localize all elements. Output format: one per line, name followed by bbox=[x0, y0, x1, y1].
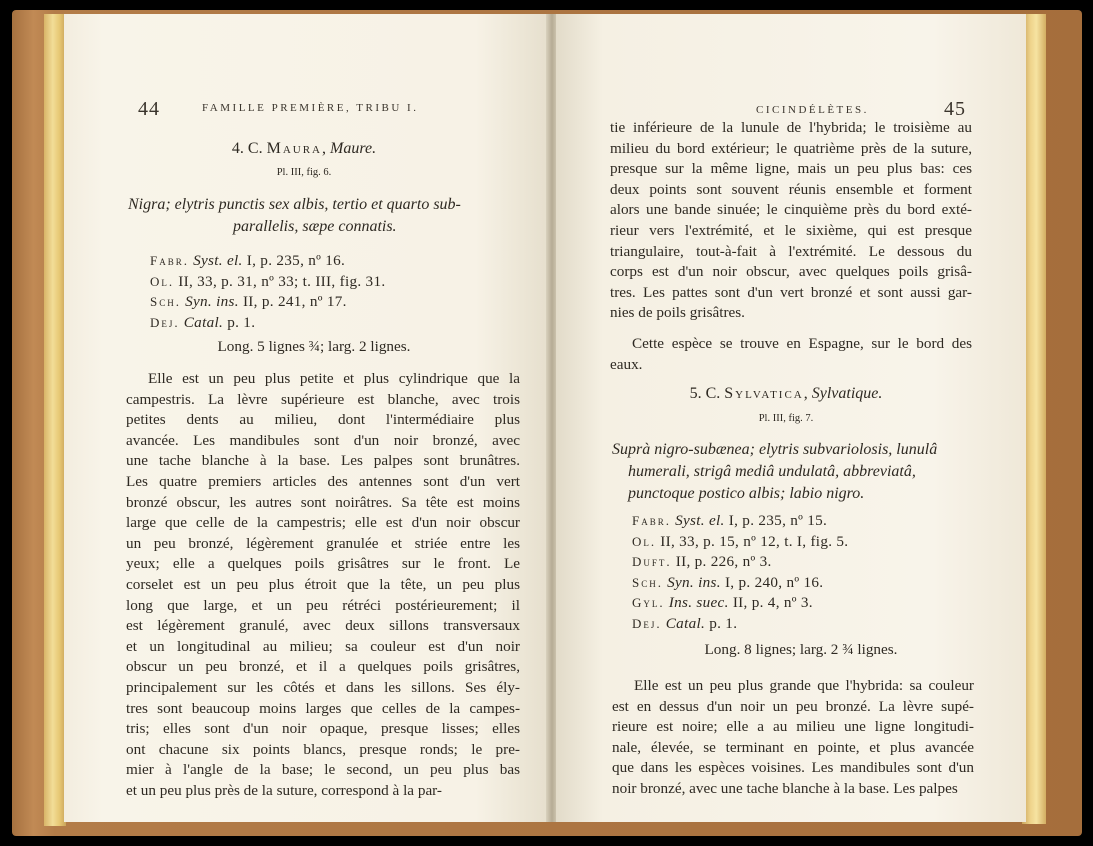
reference-work: Syn. ins. bbox=[185, 293, 239, 311]
text-line: est légèrement granulé, avec deux sillons transversaux bbox=[126, 617, 520, 635]
text-line: noir bronzé, avec une tache blanche à la base. Les palpes bbox=[612, 779, 958, 797]
reference-detail: I, p. 235, nº 16. bbox=[246, 252, 346, 269]
reference-work: Ins. suec. bbox=[668, 594, 729, 612]
diagnosis-line: Suprà nigro-subænea; elytris subvariolosis, lunulâ bbox=[612, 441, 938, 458]
reference-entry bbox=[632, 552, 972, 573]
text-line: et un peu plus près de la suture, correspond à la par- bbox=[126, 781, 442, 799]
reference-author: Ol. bbox=[632, 533, 657, 549]
reference-author: Ol. bbox=[150, 273, 175, 289]
reference-detail: II, 33, p. 31, nº 33; t. III, fig. 31. bbox=[178, 272, 386, 290]
reference-author: Fabr. bbox=[632, 513, 671, 528]
description-text bbox=[610, 118, 972, 324]
left-page bbox=[64, 14, 548, 822]
reference-entry bbox=[632, 573, 972, 594]
text-line: obscur un peu bronzé, et il a quelques poils grisâtres, bbox=[126, 658, 520, 676]
text-line: est en dessus d'un noir un peu bronzé. La lèvre supé- bbox=[612, 697, 974, 715]
text-line: large que celle de la campestris; elle est d'un noir obscur bbox=[126, 514, 520, 532]
reference-detail: II, p. 241, nº 17. bbox=[242, 293, 347, 311]
species-latin-name: Maura bbox=[266, 140, 322, 157]
reference-author: Dej. bbox=[632, 615, 662, 631]
species-number: 4. C. bbox=[231, 140, 263, 157]
species-heading: 4. C. Maura, Maure. bbox=[231, 140, 377, 157]
reference-work: Syst. el. bbox=[675, 512, 725, 529]
reference-entry bbox=[150, 313, 510, 334]
reference-detail: I, p. 235, nº 15. bbox=[728, 512, 828, 529]
text-line: principalement sur les côtés et dans les sillons. Ses ély- bbox=[126, 678, 520, 696]
text-line: rieure est noire; elle a au milieu une ligne longitudi- bbox=[612, 718, 974, 736]
species-diagnosis bbox=[612, 439, 982, 505]
diagnosis-line: punctoque postico albis; labio nigro. bbox=[628, 485, 865, 502]
text-line: tie inférieure de la lunule de l'hybrida; le troisième au bbox=[610, 119, 972, 136]
text-line: Elle est un peu plus grande que l'hybrida: sa couleur bbox=[634, 677, 974, 694]
description-text bbox=[126, 369, 520, 801]
reference-detail: I, p. 240, nº 16. bbox=[724, 573, 824, 591]
text-line: bronzé obscur, les autres sont noirâtres. Sa tête est moins bbox=[126, 493, 520, 511]
reference-author: Gyl. bbox=[632, 595, 665, 611]
reference-detail: II, p. 4, nº 3. bbox=[732, 594, 813, 612]
text-line: un peu bronzé, légèrement granulée et striée entre les bbox=[126, 534, 520, 552]
species-number: 5. C. bbox=[689, 385, 721, 402]
reference-entry bbox=[632, 593, 972, 614]
reference-entry bbox=[632, 511, 972, 532]
page-number: 44 bbox=[138, 98, 160, 120]
species-latin-name: Sylvatica bbox=[724, 385, 804, 402]
text-line: corselet est un peu plus étroit que la tête, un peu plus bbox=[126, 575, 520, 593]
habitat-text bbox=[610, 334, 972, 375]
species-french-name: Sylvatique. bbox=[811, 385, 883, 402]
reference-entry bbox=[150, 272, 510, 293]
text-line: presque sur la même ligne, mais un peu plus bas: ces bbox=[610, 160, 972, 178]
species-french-name: Maure. bbox=[330, 140, 377, 157]
species-heading: 5. C. Sylvatica, Sylvatique. bbox=[689, 385, 883, 402]
plate-reference: Pl. III, fig. 6. bbox=[276, 167, 332, 178]
text-line: yeux; elle a quelques poils grisâtres sur le front. Le bbox=[126, 555, 520, 573]
text-line: corps est d'un noir obscur, avec quelques poils grisâ- bbox=[610, 263, 972, 281]
text-line: alors une bande sinuée; le cinquième près du bord exté- bbox=[610, 201, 972, 219]
text-line: tres. Les pattes sont d'un vert bronzé et sont aussi gar- bbox=[610, 283, 972, 301]
text-line: rieur vers l'extrémité, et le sixième, qui est presque bbox=[610, 221, 972, 239]
text-line: triangulaire, tout-à-fait à l'extrémité. Le dessous du bbox=[610, 242, 972, 260]
running-head: FAMILLE PREMIÈRE, TRIBU I. bbox=[202, 102, 419, 114]
text-line: campestris. La lèvre supérieure est blanche, avec trois bbox=[126, 390, 520, 408]
diagnosis-line: parallelis, sæpe connatis. bbox=[233, 218, 397, 235]
text-line: deux points sont souvent réunis ensemble et forment bbox=[610, 180, 972, 198]
left-page-edges bbox=[44, 14, 66, 826]
text-line: mier à l'angle de la base; le second, un peu plus bas bbox=[126, 761, 520, 779]
diagnosis-line: Nigra; elytris punctis sex albis, tertio et quarto sub- bbox=[128, 196, 461, 213]
right-page bbox=[556, 14, 1026, 822]
species-diagnosis bbox=[128, 194, 518, 238]
text-line: avancée. Les mandibules sont d'un noir bronzé, avec bbox=[126, 431, 520, 449]
text-line: long que large, et un peu rétréci postérieurement; il bbox=[126, 596, 520, 614]
text-line: eaux. bbox=[610, 355, 643, 373]
page-number: 45 bbox=[944, 98, 966, 120]
reference-author: Fabr. bbox=[150, 253, 189, 268]
reference-work: Catal. bbox=[665, 614, 706, 632]
plate-reference: Pl. III, fig. 7. bbox=[758, 413, 814, 424]
text-line: que dans les espèces voisines. Les mandibules sont d'un bbox=[612, 759, 974, 777]
bibliography-references bbox=[150, 251, 510, 333]
text-line: Les quatre premiers articles des antennes sont d'un vert bbox=[126, 472, 520, 490]
text-line: nale, élevée, se terminant en pointe, et plus avancée bbox=[612, 738, 974, 756]
text-line: tris; elles sont d'un noir opaque, presque lisses; elles bbox=[126, 720, 520, 738]
reference-detail: II, 33, p. 15, nº 12, t. I, fig. 5. bbox=[660, 532, 849, 550]
reference-author: Sch. bbox=[150, 294, 181, 310]
bibliography-references bbox=[632, 511, 972, 635]
reference-detail: II, p. 226, nº 3. bbox=[675, 553, 772, 571]
text-line: Cette espèce se trouve en Espagne, sur le bord des bbox=[632, 335, 972, 352]
reference-work: Catal. bbox=[183, 313, 224, 331]
reference-detail: p. 1. bbox=[227, 313, 256, 331]
reference-entry bbox=[150, 251, 510, 272]
measurements: Long. 5 lignes ¾; larg. 2 lignes. bbox=[217, 338, 411, 355]
text-line: tres sont beaucoup moins larges que celles de la campes- bbox=[126, 699, 520, 717]
reference-author: Duft. bbox=[632, 554, 672, 570]
text-line: milieu du bord extérieur; le quatrième près de la suture, bbox=[610, 139, 972, 157]
reference-detail: p. 1. bbox=[709, 614, 738, 632]
reference-entry bbox=[150, 292, 510, 313]
text-line: ont chacune six points blancs, presque ronds; le pre- bbox=[126, 740, 520, 758]
running-head: CICINDÉLÈTES. bbox=[756, 104, 869, 116]
measurements: Long. 8 lignes; larg. 2 ¾ lignes. bbox=[704, 641, 898, 658]
text-line: Elle est un peu plus petite et plus cylindrique que la bbox=[148, 370, 520, 387]
description-text bbox=[612, 676, 974, 800]
reference-entry bbox=[632, 614, 972, 635]
reference-author: Dej. bbox=[150, 314, 180, 330]
reference-work: Syn. ins. bbox=[667, 573, 721, 591]
text-line: nies de poils grisâtres. bbox=[610, 304, 745, 322]
text-line: une tache blanche à la base. Les palpes sont brunâtres. bbox=[126, 452, 520, 470]
text-line: petites dents au milieu, dont l'intermédiaire plus bbox=[126, 411, 520, 429]
reference-author: Sch. bbox=[632, 574, 663, 590]
reference-entry bbox=[632, 532, 972, 553]
reference-work: Syst. el. bbox=[193, 252, 243, 269]
diagnosis-line: humerali, strigâ mediâ undulatâ, abbreviatâ, bbox=[628, 463, 916, 480]
text-line: et un longitudinal au milieu; sa couleur est d'un noir bbox=[126, 637, 520, 655]
